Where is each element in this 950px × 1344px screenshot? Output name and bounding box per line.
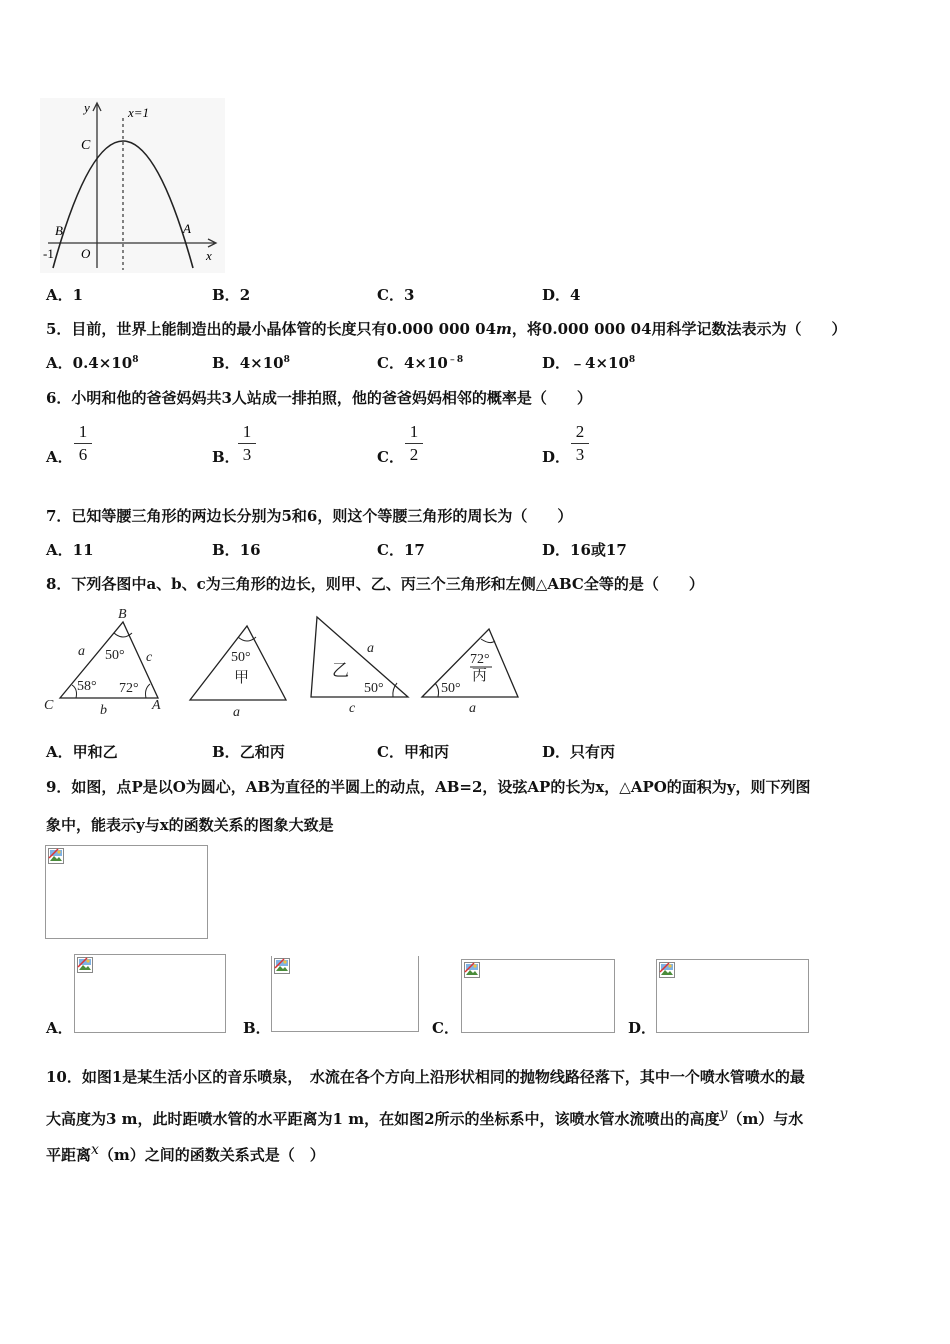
jia-angle: 50° [231,650,251,665]
q9-option-c[interactable]: C． [432,1019,459,1037]
q9-stem-line2: 象中，能表示y与x的函数关系的图象大致是 [46,816,334,834]
var-x: x [91,1142,99,1158]
yi-angle: 50° [364,681,384,696]
q10-stem-line2: 大高度为3 m，此时距喷水管的水平距离为1 m，在如图2所示的坐标系中，该喷水管水流喷出的高度y（m）与水 [46,1106,804,1128]
q5-option-d[interactable]: D．$﹣4\times 10^8$ [542,354,636,372]
q6-option-b[interactable]: B． [212,448,240,466]
q6-fraction-a: 1 6 [74,423,92,464]
abc-vertex-b: B [118,607,127,622]
q4-option-b[interactable]: B．2 [212,286,251,304]
yi-side-bottom: c [349,701,356,716]
q7-option-c[interactable]: C．17 [377,541,425,559]
parabola-point-c: C [81,138,91,153]
q5-option-b[interactable]: B．$4\times 10^8$ [212,354,290,372]
abc-angle-c: 58° [77,679,97,694]
q8-triangles-figure [40,603,530,721]
jia-side: a [233,705,240,720]
q6-fraction-c: 1 2 [405,423,423,464]
jia-name: 甲 [234,670,250,686]
abc-vertex-a: A [152,698,161,713]
q5-stem: 5．目前，世界上能制造出的最小晶体管的长度只有0.000 000 04m，将0.000 000 04用科学记数法表示为（ ） [46,320,847,338]
q8-option-d[interactable]: D．只有丙 [542,743,616,761]
q9-option-b-image[interactable] [271,956,419,1032]
bing-side: a [469,701,476,716]
q6-option-c[interactable]: C． [377,448,404,466]
parabola-figure [40,98,225,273]
q6-stem: 6．小明和他的爸爸妈妈共3人站成一排拍照，他的爸爸妈妈相邻的概率是（ ） [46,389,592,407]
bing-angle-left: 50° [441,681,461,696]
abc-side-b: b [100,703,107,718]
q7-option-a[interactable]: A．11 [46,541,94,559]
q4-option-a[interactable]: A．1 [46,286,84,304]
parabola-axis-label: x=1 [128,105,150,120]
broken-image-icon [48,848,64,864]
q7-stem: 7．已知等腰三角形的两边长分别为5和6，则这个等腰三角形的周长为（ ） [46,507,573,525]
q5-option-c[interactable]: C．$4\times 10^{﹣8}$ [377,354,464,372]
q8-option-a[interactable]: A．甲和乙 [46,743,118,761]
parabola-origin: O [81,246,91,261]
q6-option-d[interactable]: D． [542,448,571,466]
q9-option-a-image[interactable] [74,954,226,1033]
q9-option-c-image[interactable] [461,959,615,1033]
var-y: y [719,1106,728,1122]
q6-option-a[interactable]: A． [46,448,73,466]
q8-option-b[interactable]: B．乙和丙 [212,743,285,761]
q8-stem: 8．下列各图中a、b、c为三角形的边长，则甲、乙、丙三个三角形和左侧△ABC全等的是（ ） [46,575,704,593]
q9-option-b[interactable]: B． [243,1019,271,1037]
q10-stem-line3: 平距离x（m）之间的函数关系式是（ ） [46,1142,325,1164]
abc-angle-a: 72° [119,681,139,696]
q9-figure-image [45,845,208,939]
bing-name: 丙 [472,668,488,684]
broken-image-icon [659,962,675,978]
parabola-neg1: -1 [43,246,54,261]
parabola-x-label: x [206,248,212,263]
triangle-yi [311,617,408,697]
q9-option-d-image[interactable] [656,959,809,1033]
yi-name: 乙 [332,661,349,680]
parabola-point-b: B [55,223,63,238]
abc-angle-b: 50° [105,648,125,663]
abc-side-c: c [146,650,153,665]
broken-image-icon [77,957,93,973]
broken-image-icon [274,958,290,974]
q5-option-a[interactable]: A．$0.4\times 10^8$ [46,354,139,372]
q7-option-b[interactable]: B．16 [212,541,261,559]
q10-stem-line1: 10．如图1是某生活小区的音乐喷泉， 水流在各个方向上沿形状相同的抛物线路径落下，其中一个喷水管喷水的最 [46,1068,805,1086]
bing-angle-top: 72° [470,652,490,667]
parabola-point-a: A [183,221,191,236]
abc-side-a: a [78,644,85,659]
q4-option-c[interactable]: C．3 [377,286,415,304]
parabola-y-label: y [84,100,90,115]
q9-option-a[interactable]: A． [46,1019,73,1037]
q9-option-d[interactable]: D． [628,1019,657,1037]
abc-vertex-c: C [44,698,54,713]
q6-fraction-b: 1 3 [238,423,256,464]
q4-option-d[interactable]: D．4 [542,286,581,304]
broken-image-icon [464,962,480,978]
q6-fraction-d: 2 3 [571,423,589,464]
q8-option-c[interactable]: C．甲和丙 [377,743,449,761]
q7-option-d[interactable]: D．16或17 [542,541,627,559]
q9-stem-line1: 9．如图，点P是以O为圆心，AB为直径的半圆上的动点，AB=2，设弦AP的长为x，△APO的面积为y，则下列图 [46,778,811,796]
yi-side-top: a [367,641,374,656]
